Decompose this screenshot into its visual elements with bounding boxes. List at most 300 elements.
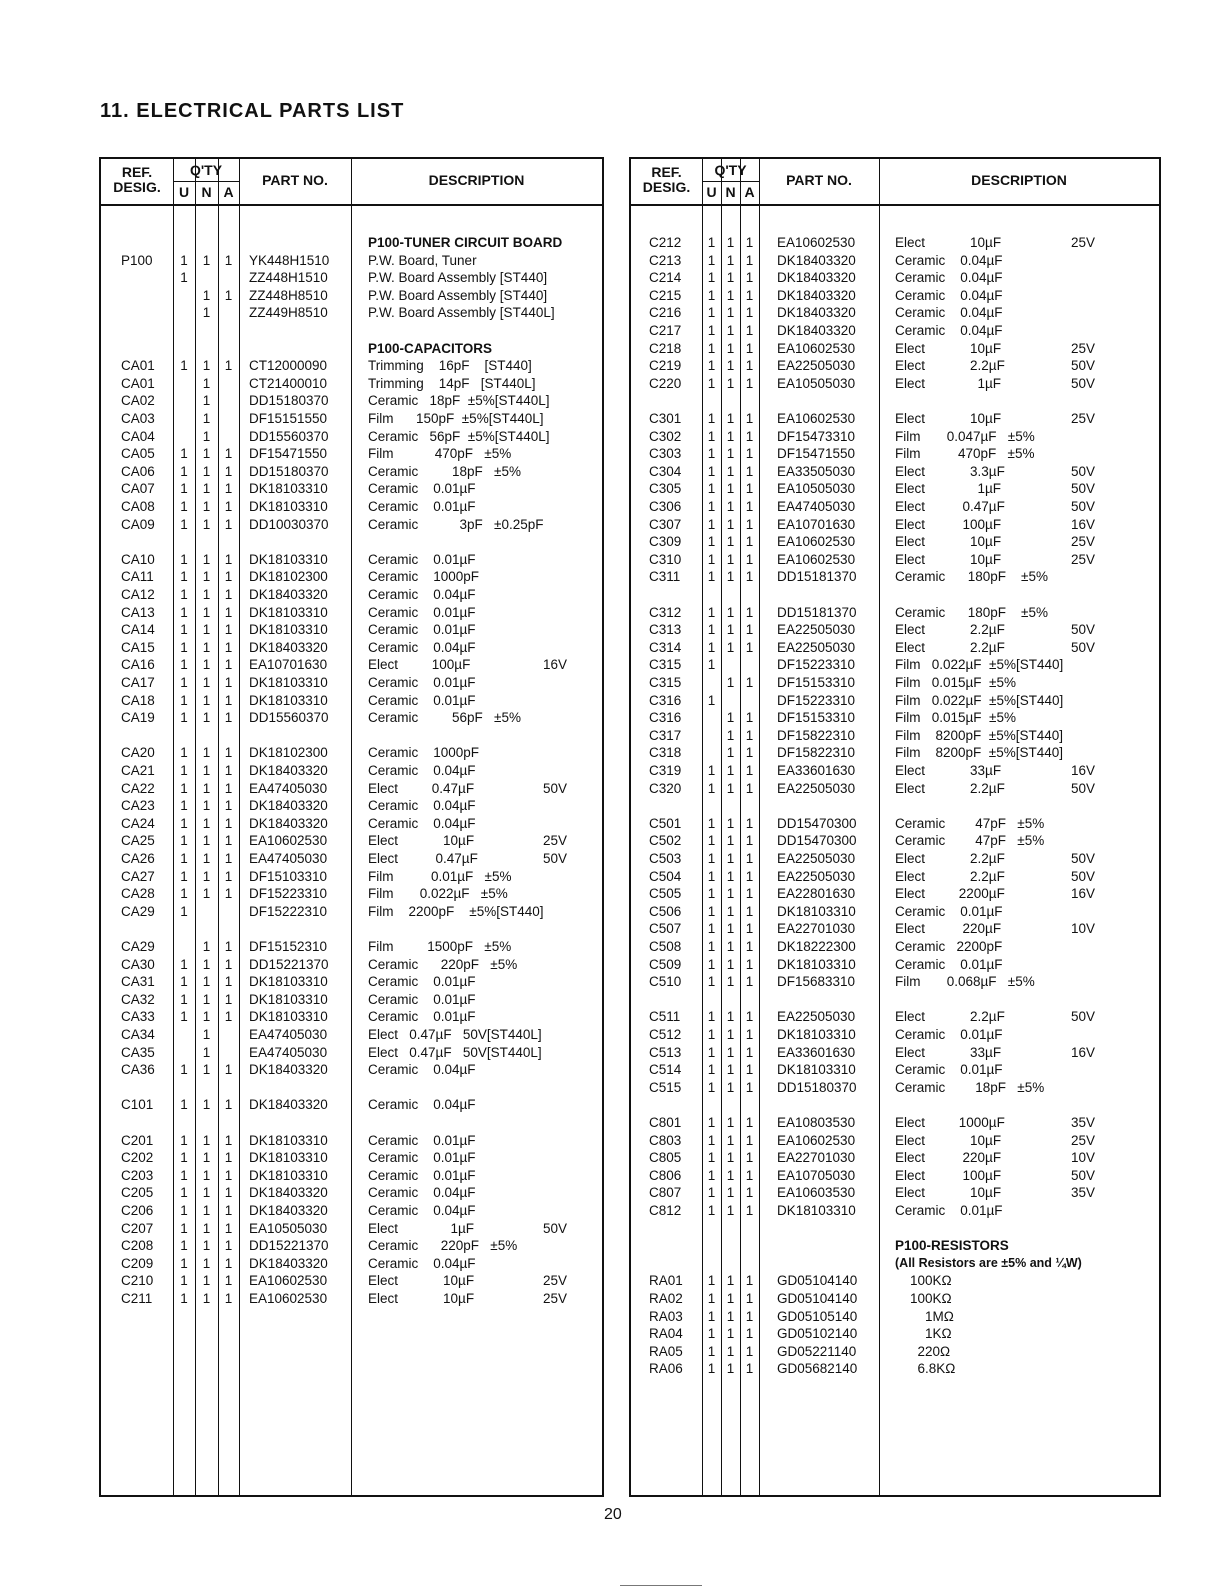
- description-cell: Elect 10µF: [895, 235, 1002, 250]
- part-no-cell: EA10803530: [777, 1115, 856, 1130]
- ref-desig-cell: C501: [649, 815, 682, 831]
- qty-a-cell: 1: [224, 481, 233, 497]
- qty-a-cell: 1: [745, 534, 754, 550]
- ref-desig-cell: C307: [649, 516, 682, 532]
- ref-desig-cell: C315: [649, 675, 682, 690]
- table-row: [101, 1167, 602, 1185]
- part-no-cell: EA47405030: [249, 780, 328, 796]
- table-row: [101, 973, 602, 991]
- description-cell: Film 0.047µF ±5%: [895, 428, 1035, 444]
- qty-a-cell: 1: [745, 921, 754, 937]
- qty-n-cell: 1: [726, 745, 735, 761]
- qty-n-cell: 1: [202, 1097, 211, 1113]
- qty-a-cell: 1: [224, 499, 233, 514]
- part-no-cell: DK18103310: [777, 1027, 856, 1042]
- part-no-cell: EA10603530: [777, 1185, 856, 1201]
- description-cell: P.W. Board Assembly [ST440]: [368, 270, 548, 286]
- description-cell: Film 470pF ±5%: [895, 446, 1035, 462]
- qty-n-cell: 1: [726, 1326, 735, 1342]
- part-no-cell: EA33505030: [777, 463, 856, 479]
- qty-u-cell: 1: [180, 1273, 188, 1289]
- voltage-cell: 16V: [1071, 516, 1096, 532]
- qty-n-cell: 1: [726, 903, 735, 919]
- voltage-cell: 50V: [1071, 639, 1096, 655]
- ref-desig-header: REF. DESIG.: [642, 164, 691, 195]
- qty-n-cell: 1: [202, 622, 211, 638]
- part-no-cell: DK18403320: [249, 1255, 328, 1271]
- ref-desig-cell: C505: [649, 886, 682, 902]
- description-cell: Elect 2.2µF: [895, 780, 1005, 796]
- qty-n-cell: 1: [202, 1132, 211, 1148]
- qty-u-cell: 1: [707, 1185, 716, 1201]
- voltage-cell: 50V: [543, 780, 568, 796]
- qty-u-cell: 1: [180, 1062, 188, 1078]
- table-row: [101, 991, 602, 1009]
- ref-desig-cell: C513: [649, 1044, 682, 1060]
- part-no-cell: CT21400010: [249, 375, 328, 391]
- part-no-cell: DK18103310: [249, 1132, 328, 1148]
- qty-n-cell: 1: [202, 516, 211, 532]
- qty-a-cell: 1: [224, 1220, 233, 1236]
- blank-row: [631, 797, 1159, 815]
- ref-desig-cell: C201: [121, 1132, 154, 1148]
- ref-desig-cell: C320: [649, 780, 682, 796]
- qty-a-cell: 1: [745, 1150, 754, 1166]
- qty-a-cell: 1: [745, 604, 754, 620]
- qty-n-cell: 1: [726, 1044, 735, 1060]
- qty-u-cell: 1: [707, 499, 716, 514]
- table-row: [101, 604, 602, 622]
- qty-n-cell: 1: [202, 868, 211, 884]
- qty-a-cell: 1: [745, 428, 754, 444]
- voltage-cell: 16V: [1071, 763, 1096, 778]
- part-no-cell: EA10602530: [249, 833, 328, 849]
- table-row: [101, 956, 602, 974]
- qty-a-header: A: [744, 184, 755, 200]
- qty-u-cell: 1: [707, 1115, 716, 1130]
- qty-u-cell: 1: [180, 252, 188, 268]
- qty-u-cell: 1: [707, 1203, 716, 1218]
- qty-n-cell: 1: [726, 1009, 735, 1025]
- table-row: [631, 674, 1159, 692]
- qty-n-cell: 1: [726, 639, 735, 655]
- table-row: [101, 568, 602, 586]
- ref-desig-cell: C511: [649, 1009, 681, 1025]
- description-cell: Ceramic 0.04µF: [368, 815, 476, 831]
- parts-table-left: [99, 157, 604, 1497]
- table-row: [101, 674, 602, 692]
- part-no-cell: DK18403320: [777, 305, 856, 321]
- description-cell: Elect 10µF: [368, 1273, 475, 1289]
- qty-a-cell: 1: [745, 833, 754, 849]
- part-no-cell: EA47405030: [249, 1027, 328, 1042]
- ref-desig-cell: CA27: [121, 868, 155, 884]
- ref-desig-cell: C312: [649, 604, 682, 620]
- ref-desig-cell: RA06: [649, 1361, 683, 1377]
- qty-a-cell: 1: [745, 903, 754, 919]
- part-no-cell: GD05682140: [777, 1361, 858, 1377]
- qty-u-cell: 1: [180, 463, 188, 479]
- ref-desig-cell: CA31: [121, 974, 155, 990]
- table-row: [631, 1360, 1159, 1378]
- table-row: [631, 1132, 1159, 1150]
- qty-n-cell: 1: [202, 481, 211, 497]
- qty-a-cell: 1: [224, 622, 233, 638]
- ref-desig-cell: C319: [649, 763, 682, 778]
- description-cell: Elect 2200µF: [895, 886, 1005, 902]
- description-cell: Trimming 14pF [ST440L]: [368, 375, 536, 391]
- table-row: [101, 375, 602, 393]
- ref-desig-cell: CA26: [121, 851, 155, 866]
- table-row: [631, 375, 1159, 393]
- qty-u-cell: 1: [707, 1027, 716, 1042]
- table-row: [101, 938, 602, 956]
- qty-n-cell: 1: [726, 270, 735, 286]
- table-row: [631, 973, 1159, 991]
- ref-desig-cell: C316: [649, 710, 682, 726]
- description-cell: Ceramic 0.04µF: [368, 798, 476, 814]
- qty-u-cell: 1: [180, 1150, 188, 1166]
- qty-a-cell: 1: [745, 1027, 754, 1042]
- description-cell: Film 150pF ±5%[ST440L]: [368, 411, 544, 426]
- description-cell: 220Ω: [895, 1343, 951, 1359]
- qty-n-cell: 1: [202, 991, 211, 1007]
- qty-n-cell: 1: [726, 463, 735, 479]
- qty-u-cell: 1: [180, 639, 188, 655]
- description-cell: Elect 10µF: [368, 833, 475, 849]
- qty-n-cell: 1: [726, 956, 735, 972]
- description-cell: Trimming 16pF [ST440]: [368, 358, 532, 374]
- table-row: [101, 780, 602, 798]
- blank-row: [631, 991, 1159, 1009]
- description-cell: Elect 33µF: [895, 1044, 1002, 1060]
- part-no-cell: DK18103310: [249, 991, 328, 1007]
- ref-desig-cell: CA13: [121, 604, 155, 620]
- voltage-cell: 50V: [543, 1220, 568, 1236]
- description-cell: 100KΩ: [895, 1273, 952, 1289]
- voltage-cell: 35V: [1071, 1115, 1096, 1130]
- qty-u-cell: 1: [180, 675, 188, 690]
- ref-desig-cell: C313: [649, 622, 682, 638]
- table-row: [101, 621, 602, 639]
- description-cell: Elect 10µF: [895, 340, 1002, 356]
- voltage-cell: 16V: [1071, 1044, 1096, 1060]
- qty-n-cell: 1: [726, 604, 735, 620]
- description-cell: Ceramic 0.04µF: [368, 1203, 476, 1218]
- description-cell: Elect 10µF: [895, 534, 1002, 550]
- qty-n-cell: 1: [202, 1062, 211, 1078]
- voltage-cell: 25V: [1071, 411, 1096, 426]
- qty-u-cell: 1: [707, 516, 716, 532]
- qty-n-cell: 1: [726, 1343, 735, 1359]
- qty-a-cell: 1: [745, 1132, 754, 1148]
- table-row: [101, 1237, 602, 1255]
- qty-u-cell: 1: [707, 375, 716, 391]
- qty-u-cell: 1: [707, 411, 716, 426]
- table-row: [101, 1008, 602, 1026]
- qty-a-cell: 1: [224, 991, 233, 1007]
- qty-n-cell: 1: [202, 252, 211, 268]
- part-no-cell: DK18403320: [249, 798, 328, 814]
- qty-u-cell: 1: [707, 534, 716, 550]
- part-no-cell: EA33601630: [777, 1044, 856, 1060]
- table-row: [631, 234, 1159, 252]
- table-row: [101, 1220, 602, 1238]
- ref-desig-cell: C208: [121, 1238, 154, 1254]
- qty-u-header: U: [178, 184, 190, 200]
- table-row: [631, 885, 1159, 903]
- description-cell: Elect 220µF: [895, 921, 1002, 937]
- qty-a-cell: 1: [745, 956, 754, 972]
- table-row: [631, 656, 1159, 674]
- table-row: [101, 815, 602, 833]
- description-cell: Elect 10µF: [895, 551, 1002, 567]
- qty-u-cell: 1: [707, 252, 716, 268]
- description-cell: Ceramic 0.04µF: [895, 270, 1003, 286]
- qty-a-cell: 1: [745, 569, 754, 585]
- ref-desig-cell: C203: [121, 1167, 154, 1183]
- qty-header: Q'TY: [189, 162, 223, 178]
- qty-a-cell: 1: [224, 675, 233, 690]
- qty-a-cell: 1: [745, 252, 754, 268]
- description-cell: Ceramic 0.01µF: [368, 1167, 476, 1183]
- ref-desig-cell: CA01: [121, 358, 155, 374]
- blank-row: [101, 1114, 602, 1132]
- description-cell: 1KΩ: [895, 1326, 952, 1342]
- description-cell: Film 1500pF ±5%: [368, 939, 512, 954]
- description-cell: P100-RESISTORS: [895, 1238, 1009, 1254]
- qty-u-cell: 1: [180, 1238, 188, 1254]
- part-no-cell: DK18103310: [777, 1062, 856, 1078]
- qty-u-cell: 1: [180, 358, 188, 374]
- description-cell: P100-CAPACITORS: [368, 340, 493, 356]
- qty-a-cell: 1: [745, 551, 754, 567]
- qty-n-cell: 1: [726, 1079, 735, 1095]
- ref-desig-cell: C219: [649, 358, 682, 374]
- qty-u-cell: 1: [180, 745, 188, 761]
- description-cell: Ceramic 0.04µF: [368, 587, 476, 602]
- qty-a-cell: 1: [745, 675, 754, 690]
- qty-a-cell: 1: [745, 710, 754, 726]
- qty-n-cell: 1: [726, 516, 735, 532]
- qty-n-cell: 1: [202, 833, 211, 849]
- part-no-cell: DD15221370: [249, 956, 329, 972]
- description-cell: Elect 1µF: [368, 1220, 475, 1236]
- table-row: [101, 392, 602, 410]
- description-cell: Elect 1µF: [895, 375, 1002, 391]
- ref-desig-cell: CA05: [121, 446, 155, 462]
- part-no-cell: DK18403320: [249, 763, 328, 778]
- table-row: [631, 868, 1159, 886]
- qty-u-cell: 1: [180, 1255, 188, 1271]
- table-row: [101, 762, 602, 780]
- table-row: [101, 885, 602, 903]
- qty-n-cell: 1: [202, 675, 211, 690]
- part-no-cell: DK18403320: [777, 252, 856, 268]
- qty-u-cell: 1: [707, 358, 716, 374]
- part-no-cell: DF15153310: [777, 710, 856, 726]
- table-row: [631, 815, 1159, 833]
- qty-n-cell: 1: [726, 287, 735, 303]
- voltage-cell: 10V: [1071, 1150, 1096, 1166]
- description-cell: Film 470pF ±5%: [368, 446, 512, 462]
- ref-desig-cell: CA18: [121, 692, 155, 708]
- part-no-cell: EA22801630: [777, 886, 856, 902]
- qty-a-cell: 1: [745, 851, 754, 866]
- ref-desig-cell: CA35: [121, 1044, 155, 1060]
- ref-desig-cell: C202: [121, 1150, 154, 1166]
- part-no-cell: DK18403320: [249, 815, 328, 831]
- qty-u-cell: 1: [707, 1167, 716, 1183]
- qty-u-cell: 1: [707, 270, 716, 286]
- description-cell: Elect 0.47µF 50V[ST440L]: [368, 1027, 542, 1042]
- blank-row: [101, 920, 602, 938]
- qty-a-cell: 1: [224, 657, 233, 673]
- blank-row: [101, 533, 602, 551]
- part-no-cell: EA22505030: [777, 1009, 856, 1025]
- description-header: DESCRIPTION: [428, 172, 525, 188]
- voltage-cell: 50V: [1071, 780, 1096, 796]
- table-row: [631, 850, 1159, 868]
- ref-desig-cell: C209: [121, 1255, 154, 1271]
- table-row: [631, 1008, 1159, 1026]
- ref-desig-cell: C301: [649, 411, 682, 426]
- part-no-cell: DK18103310: [777, 956, 856, 972]
- description-cell: Ceramic 2200pF: [895, 939, 1003, 954]
- qty-n-cell: 1: [202, 1220, 211, 1236]
- qty-n-cell: 1: [726, 1291, 735, 1306]
- ref-desig-cell: C303: [649, 446, 682, 462]
- qty-n-cell: 1: [726, 1150, 735, 1166]
- qty-a-cell: 1: [745, 939, 754, 954]
- table-row: [631, 463, 1159, 481]
- qty-a-cell: 1: [224, 780, 233, 796]
- part-no-cell: DF15223310: [777, 692, 856, 708]
- blank-row: [631, 1220, 1159, 1238]
- ref-desig-cell: C506: [649, 903, 682, 919]
- table-row: [631, 287, 1159, 305]
- part-no-cell: DF15471550: [249, 446, 328, 462]
- table-row: [101, 1290, 602, 1308]
- part-no-cell: DK18103310: [249, 692, 328, 708]
- qty-a-cell: 1: [745, 340, 754, 356]
- table-row: [101, 498, 602, 516]
- table-row: [631, 938, 1159, 956]
- qty-u-cell: 1: [180, 587, 188, 602]
- ref-desig-cell: CA03: [121, 411, 155, 426]
- ref-desig-cell: C514: [649, 1062, 682, 1078]
- qty-u-cell: 1: [707, 481, 716, 497]
- description-cell: Elect 10µF: [895, 1132, 1002, 1148]
- qty-n-cell: 1: [726, 1185, 735, 1201]
- part-no-cell: DK18103310: [249, 604, 328, 620]
- ref-desig-cell: C316: [649, 692, 682, 708]
- ref-desig-cell: C220: [649, 375, 682, 391]
- ref-desig-cell: C214: [649, 270, 682, 286]
- description-cell: Elect 10µF: [895, 1185, 1002, 1201]
- part-no-cell: DK18103310: [249, 974, 328, 990]
- page-title: 11. ELECTRICAL PARTS LIST: [100, 100, 405, 122]
- qty-u-cell: 1: [180, 710, 188, 726]
- part-no-cell: DK18102300: [249, 745, 328, 761]
- qty-n-cell: 1: [726, 1308, 735, 1324]
- qty-a-cell: 1: [745, 1044, 754, 1060]
- part-no-cell: DK18103310: [249, 551, 328, 567]
- part-no-cell: DF15103310: [249, 868, 328, 884]
- qty-a-cell: 1: [224, 1185, 233, 1201]
- qty-u-cell: 1: [180, 516, 188, 532]
- qty-u-cell: 1: [707, 956, 716, 972]
- table-row: [101, 744, 602, 762]
- qty-u-cell: 1: [707, 463, 716, 479]
- ref-desig-cell: C311: [649, 569, 681, 585]
- table-row: [631, 322, 1159, 340]
- qty-a-cell: 1: [745, 323, 754, 338]
- qty-n-cell: 1: [202, 375, 211, 391]
- part-no-cell: EA10602530: [249, 1273, 328, 1289]
- description-cell: P.W. Board, Tuner: [368, 252, 477, 268]
- qty-a-cell: 1: [224, 1203, 233, 1218]
- table-row: [101, 410, 602, 428]
- description-cell: Elect 100µF: [895, 1167, 1002, 1183]
- table-row: [631, 832, 1159, 850]
- description-cell: Ceramic 0.01µF: [368, 974, 476, 990]
- qty-u-cell: 1: [180, 903, 188, 919]
- table-row: [101, 692, 602, 710]
- qty-n-cell: 1: [202, 499, 211, 514]
- qty-u-cell: 1: [707, 903, 716, 919]
- page-number: 20: [604, 1506, 622, 1523]
- qty-n-cell: 1: [202, 745, 211, 761]
- ref-desig-cell: C504: [649, 868, 682, 884]
- qty-u-cell: 1: [707, 1343, 716, 1359]
- voltage-cell: 50V: [1071, 622, 1096, 638]
- table-row: [631, 1343, 1159, 1361]
- ref-desig-cell: CA32: [121, 991, 155, 1007]
- qty-n-cell: 1: [202, 780, 211, 796]
- description-cell: Ceramic 56pF ±5%: [368, 710, 521, 726]
- description-cell: Elect 1000µF: [895, 1115, 1005, 1130]
- blank-row: [631, 1096, 1159, 1114]
- qty-n-cell: 1: [726, 1132, 735, 1148]
- qty-n-cell: 1: [726, 868, 735, 884]
- description-cell: Ceramic 0.04µF: [368, 1255, 476, 1271]
- qty-a-cell: 1: [745, 780, 754, 796]
- qty-a-cell: 1: [745, 1326, 754, 1342]
- description-header: DESCRIPTION: [971, 172, 1067, 188]
- qty-u-cell: 1: [707, 323, 716, 338]
- part-no-cell: DF15151550: [249, 411, 328, 426]
- part-no-cell: EA22505030: [777, 868, 856, 884]
- qty-n-cell: 1: [202, 587, 211, 602]
- ref-desig-cell: RA04: [649, 1326, 683, 1342]
- description-cell: Ceramic 0.01µF: [895, 1027, 1003, 1042]
- qty-a-cell: 1: [224, 569, 233, 585]
- part-no-cell: EA10602530: [777, 534, 856, 550]
- qty-n-cell: 1: [202, 1027, 211, 1042]
- qty-header: Q'TY: [714, 162, 747, 178]
- qty-a-cell: 1: [745, 270, 754, 286]
- qty-n-cell: 1: [726, 358, 735, 374]
- qty-a-cell: 1: [224, 1255, 233, 1271]
- qty-a-cell: 1: [224, 745, 233, 761]
- description-cell: Elect 2.2µF: [895, 639, 1005, 655]
- ref-desig-cell: CA24: [121, 815, 155, 831]
- part-no-cell: EA22505030: [777, 639, 856, 655]
- table-row: [631, 551, 1159, 569]
- part-no-cell: DK18222300: [777, 939, 856, 954]
- qty-n-cell: 1: [726, 833, 735, 849]
